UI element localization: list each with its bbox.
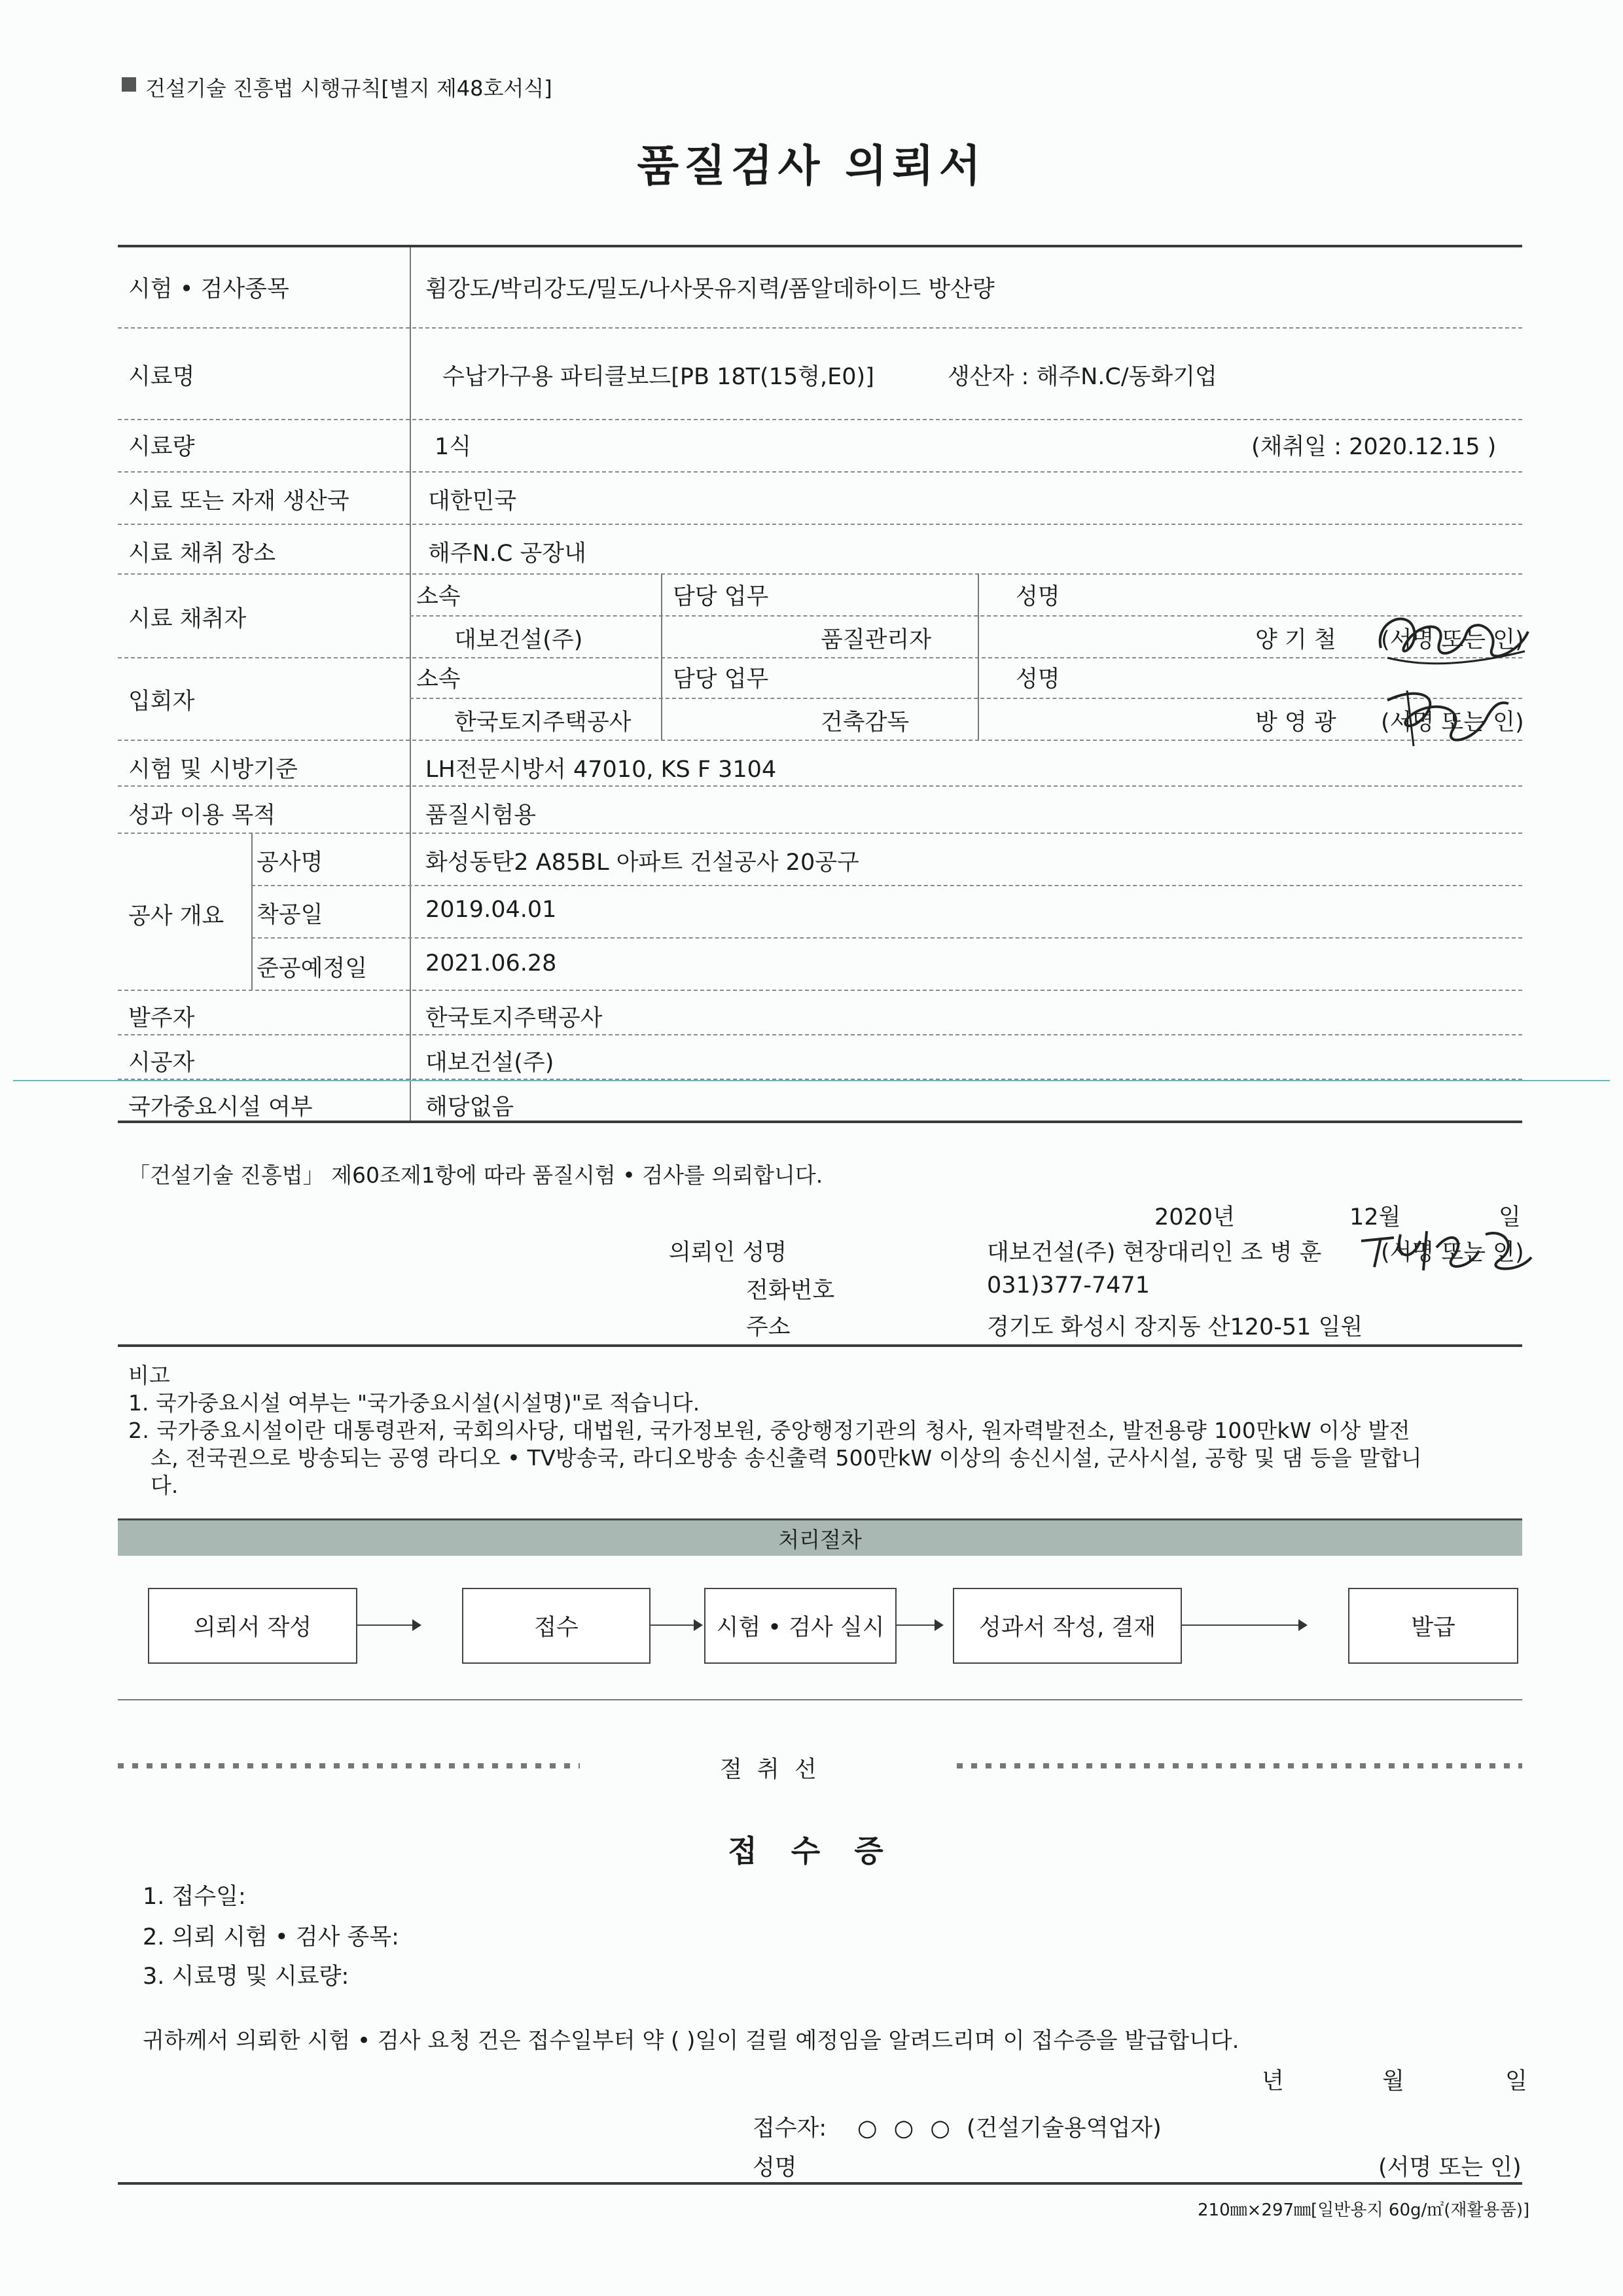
request-month: 12월 xyxy=(1349,1204,1401,1230)
arrow-icon xyxy=(649,1624,700,1626)
receipt-name-label: 성명 xyxy=(753,2155,797,2181)
receipt-item-3: 3. 시료명 및 시료량: xyxy=(143,1964,349,1990)
receipt-day: 일 xyxy=(1505,2068,1527,2094)
purpose-value: 품질시험용 xyxy=(425,802,537,829)
cutline-label: 절 취 선 xyxy=(720,1757,821,1783)
paper-spec-footer: 210㎜×297㎜[일반용지 60g/㎡(재활용품)] xyxy=(1198,2200,1530,2220)
phone-label: 전화번호 xyxy=(746,1278,835,1304)
process-bottom-border xyxy=(118,1699,1522,1700)
table-top-border xyxy=(118,245,1522,247)
end-label: 준공예정일 xyxy=(257,956,368,982)
notes-line-2a: 2. 국가중요시설이란 대통령관저, 국회의사당, 대법원, 국가정보원, 중앙행정기관의 청사, 원자력발전소, 발전용량 100만kW 이상 발전 xyxy=(128,1418,1410,1443)
table-bottom-border xyxy=(118,1121,1522,1123)
arrow-icon xyxy=(1181,1624,1305,1626)
receipt-item-1: 1. 접수일: xyxy=(143,1884,246,1910)
standard-value: LH전문시방서 47010, KS F 3104 xyxy=(425,757,777,783)
sampler-signature xyxy=(1368,602,1538,674)
sampler-duty: 품질관리자 xyxy=(821,627,932,653)
client-value: 한국토지주택공사 xyxy=(425,1005,603,1031)
receipt-title: 접 수 증 xyxy=(728,1833,895,1869)
document-title: 품질검사 의뢰서 xyxy=(637,141,986,191)
witness-seal: (서명 또는 인) xyxy=(1381,709,1524,736)
project-label: 공사 개요 xyxy=(128,903,224,929)
sampler-seal: (서명 또는 인) xyxy=(1381,627,1524,653)
national-label: 국가중요시설 여부 xyxy=(128,1094,313,1121)
receipt-notice: 귀하께서 의뢰한 시험 • 검사 요청 건은 접수일부터 약 ( )일이 걸릴 예정임을 알려드리며 이 접수증을 발급합니다. xyxy=(143,2028,1240,2054)
receiver-label: 접수자: xyxy=(753,2115,827,2142)
process-step-report: 성과서 작성, 결재 xyxy=(953,1588,1182,1664)
place-value: 해주N.C 공장내 xyxy=(428,541,586,567)
start-value: 2019.04.01 xyxy=(425,897,557,923)
request-day: 일 xyxy=(1499,1204,1521,1230)
contractor-label: 시공자 xyxy=(128,1050,195,1076)
cutline-right xyxy=(957,1763,1522,1768)
receipt-year: 년 xyxy=(1262,2068,1284,2094)
request-year: 2020년 xyxy=(1154,1204,1235,1230)
phone-value: 031)377-7471 xyxy=(987,1272,1150,1299)
standard-label: 시험 및 시방기준 xyxy=(128,757,298,783)
receipt-item-2: 2. 의뢰 시험 • 검사 종목: xyxy=(143,1924,399,1950)
sampler-name: 양 기 철 xyxy=(1255,627,1336,653)
witness-duty: 건축감독 xyxy=(821,709,910,736)
client-label: 발주자 xyxy=(128,1005,195,1031)
witness-duty-label: 담당 업무 xyxy=(673,666,769,692)
requester-label: 의뢰인 성명 xyxy=(669,1240,787,1266)
process-band: 처리절차 xyxy=(118,1518,1522,1556)
sample-qty-value: 1식 xyxy=(435,434,472,460)
form-marker-icon xyxy=(122,77,136,92)
scan-line xyxy=(13,1080,1610,1081)
place-label: 시료 채취 장소 xyxy=(128,541,276,567)
notes-top-border xyxy=(118,1344,1522,1347)
receipt-seal: (서명 또는 인) xyxy=(1378,2155,1522,2181)
form-reference: 건설기술 진흥법 시행규칙[별지 제48호서식] xyxy=(145,76,552,101)
sample-name-label: 시료명 xyxy=(128,364,195,390)
arrow-icon xyxy=(356,1624,419,1626)
purpose-label: 성과 이용 목적 xyxy=(128,802,276,829)
receiver-value: ○ ○ ○ (건설기술용역업자) xyxy=(857,2115,1162,2142)
project-name-label: 공사명 xyxy=(257,850,323,876)
contractor-value: 대보건설(주) xyxy=(425,1050,554,1076)
sampler-duty-label: 담당 업무 xyxy=(673,584,769,610)
sample-qty-label: 시료량 xyxy=(128,434,195,460)
requester-value: 대보건설(주) 현장대리인 조 병 훈 xyxy=(987,1240,1322,1266)
requester-seal: (서명 또는 인) xyxy=(1381,1240,1524,1266)
end-value: 2021.06.28 xyxy=(425,950,557,977)
origin-label: 시료 또는 자재 생산국 xyxy=(128,488,349,514)
notes-title: 비고 xyxy=(128,1363,170,1388)
cutline-left xyxy=(118,1763,580,1768)
process-step-receipt: 접수 xyxy=(462,1588,651,1664)
receipt-bottom-border xyxy=(118,2182,1522,2185)
witness-name-label: 성명 xyxy=(1016,666,1060,692)
process-step-issue: 발급 xyxy=(1348,1588,1518,1664)
sampler-org-label: 소속 xyxy=(416,584,461,610)
test-items-value: 휨강도/박리강도/밀도/나사못유지력/폼알데하이드 방산량 xyxy=(425,276,995,302)
witness-signature xyxy=(1368,681,1518,753)
process-step-request: 의뢰서 작성 xyxy=(148,1588,357,1664)
notes-line-1: 1. 국가중요시설 여부는 "국가중요시설(시설명)"로 적습니다. xyxy=(128,1390,700,1416)
sample-producer: 생산자 : 해주N.C/동화기업 xyxy=(948,364,1217,390)
notes-line-2b: 소, 전국권으로 방송되는 공영 라디오 • TV방송국, 라디오방송 송신출력 500만kW 이상의 송신시설, 군사시설, 공항 및 댐 등을 말합니 xyxy=(151,1445,1422,1471)
arrow-icon xyxy=(895,1624,941,1626)
witness-org: 한국토지주택공사 xyxy=(454,709,632,736)
origin-value: 대한민국 xyxy=(428,488,517,514)
request-statement: 「건설기술 진흥법」 제60조제1항에 따라 품질시험 • 검사를 의뢰합니다. xyxy=(128,1162,823,1188)
sampling-date: (채취일 : 2020.12.15 ) xyxy=(1251,434,1497,460)
address-value: 경기도 화성시 장지동 산120-51 일원 xyxy=(987,1314,1363,1340)
receipt-month: 월 xyxy=(1382,2068,1404,2094)
witness-name: 방 영 광 xyxy=(1255,709,1336,736)
national-value: 해당없음 xyxy=(425,1094,514,1121)
test-items-label: 시험 • 검사종목 xyxy=(128,276,289,302)
notes-line-2c: 다. xyxy=(151,1473,179,1498)
sampler-label: 시료 채취자 xyxy=(128,606,247,632)
witness-org-label: 소속 xyxy=(416,666,461,692)
witness-label: 입회자 xyxy=(128,689,195,715)
project-name: 화성동탄2 A85BL 아파트 건설공사 20공구 xyxy=(425,850,859,876)
address-label: 주소 xyxy=(746,1314,791,1340)
start-label: 착공일 xyxy=(257,902,323,928)
sampler-name-label: 성명 xyxy=(1016,584,1060,610)
process-step-test: 시험 • 검사 실시 xyxy=(704,1588,897,1664)
sampler-org: 대보건설(주) xyxy=(454,627,583,653)
sample-name-value: 수납가구용 파티클보드[PB 18T(15형,E0)] xyxy=(442,364,874,390)
requester-signature xyxy=(1355,1221,1538,1280)
